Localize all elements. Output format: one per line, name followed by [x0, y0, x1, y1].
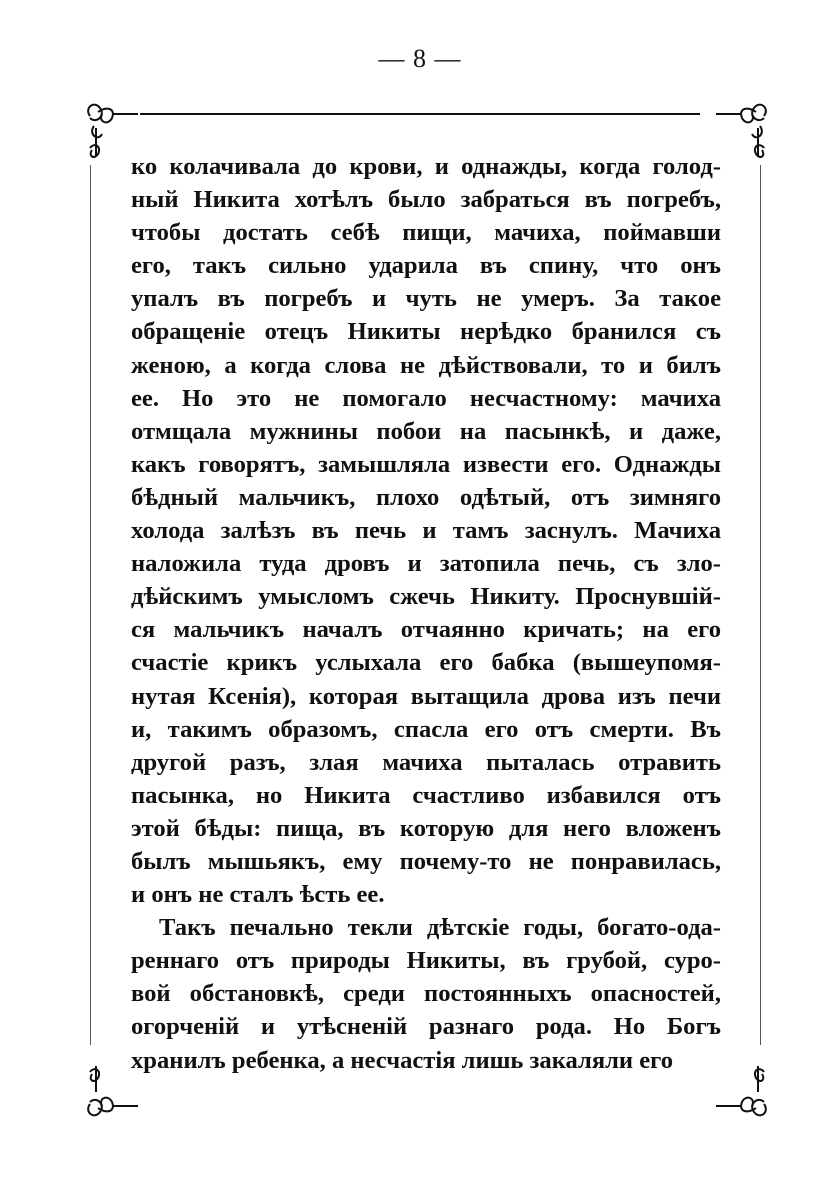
text-line: женою, а когда слова не дѣйствовали, то и билъ: [131, 351, 721, 379]
text-line: этой бѣды: пища, въ которую для него вложенъ: [131, 814, 721, 842]
text-line: чтобы достать себѣ пищи, мачиха, поймавши: [131, 219, 721, 247]
text-line: нутая Ксенiя), которая вытащила дрова изъ печи: [131, 682, 721, 710]
text-line: ее. Но это не помогало несчастному: мачиха: [131, 384, 721, 412]
text-line: бѣдный мальчикъ, плохо одѣтый, отъ зимняго: [131, 483, 721, 511]
text-line: ный Никита хотѣлъ было забраться въ погребъ,: [131, 186, 721, 214]
ornament-top-right-icon: [712, 98, 772, 168]
text-line: упалъ въ погребъ и чуть не умеръ. За такое: [131, 285, 721, 313]
text-line: отмщала мужнины побои на пасынкѣ, и даже,: [131, 417, 721, 445]
text-line: ко колачивала до крови, и однажды, когда голод-: [131, 153, 721, 180]
ornament-bottom-right-icon: [712, 1062, 772, 1122]
page-number: — 8 —: [378, 44, 462, 73]
text-line: и онъ не сталъ ѣсть ее.: [131, 881, 385, 909]
text-line: ся мальчикъ началъ отчаянно кричать; на его: [131, 616, 721, 644]
text-line: другой разъ, злая мачиха пыталась отравить: [131, 748, 721, 776]
text-line: былъ мышьякъ, ему почему-то не понравилась,: [131, 847, 721, 875]
text-line: холода залѣзъ въ печь и тамъ заснулъ. Мачиха: [131, 517, 721, 545]
text-line: вой обстановкѣ, среди постоянныхъ опасностей,: [131, 980, 721, 1008]
text-line: его, такъ сильно ударила въ спину, что онъ: [131, 252, 721, 280]
text-line: пасынка, но Никита счастливо избавился отъ: [131, 781, 721, 809]
left-border-rule: [90, 165, 91, 1045]
right-border-rule: [760, 165, 761, 1045]
text-line: реннаго отъ природы Никиты, въ грубой, суро-: [131, 947, 721, 975]
body-text: [131, 150, 721, 1077]
top-border-rule: [140, 113, 700, 115]
text-line: обращенiе отецъ Никиты нерѣдко бранился съ: [131, 318, 721, 346]
text-line: наложила туда дровъ и затопила печь, съ зло-: [131, 550, 721, 578]
text-line: хранилъ ребенка, а несчастiя лишь закаляли его: [131, 1046, 674, 1074]
text-line: дѣйскимъ умысломъ сжечь Никиту. Проснувшiй-: [131, 583, 721, 611]
text-line: какъ говорятъ, замышляла извести его. Однажды: [131, 450, 721, 478]
text-line: и, такимъ образомъ, спасла его отъ смерти. Въ: [131, 715, 721, 743]
text-line: Такъ печально текли дѣтскiе годы, богато-ода-: [159, 914, 721, 942]
text-line: счастiе крикъ услыхала его бабка (вышеупомя-: [131, 649, 721, 677]
text-line: огорченiй и утѣсненiй разнаго рода. Но Богъ: [131, 1013, 721, 1041]
